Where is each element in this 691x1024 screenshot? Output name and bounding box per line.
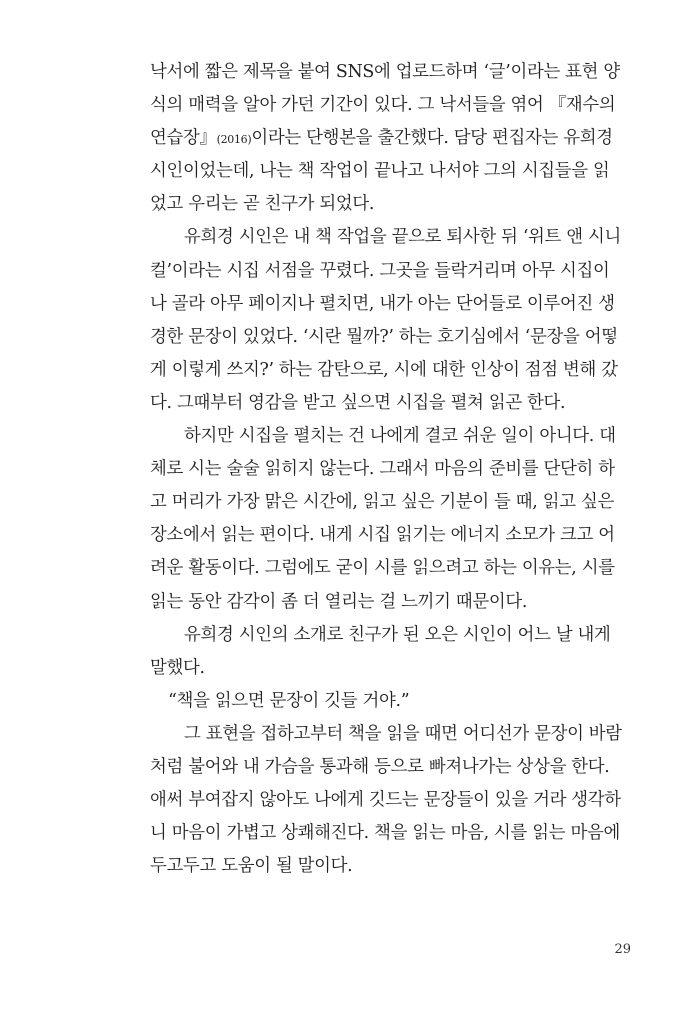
text-line: 경한 문장이 있었다. ‘시란 뭘까?’ 하는 호기심에서 ‘문장을 어떻	[150, 326, 618, 347]
text-line: 컬’이라는 시집 서점을 꾸렸다. 그곳을 들락거리며 아무 시집이	[150, 260, 610, 281]
page-number: 29	[614, 942, 631, 957]
text-line: 처럼 불어와 내 가슴을 통과해 등으로 빠져나가는 상상을 한다.	[150, 756, 610, 777]
text-line: 유희경 시인의 소개로 친구가 된 오은 시인이 어느 날 내게	[184, 624, 611, 645]
text-line: 나 골라 아무 페이지나 펼치면, 내가 아는 단어들로 이루어진 생	[150, 293, 615, 314]
text-line: 다. 그때부터 영감을 받고 싶으면 시집을 펼쳐 읽곤 한다.	[150, 392, 566, 413]
text-line: 그 표현을 접하고부터 책을 읽을 때면 어디선가 문장이 바람	[184, 723, 622, 744]
text-line: 려운 활동이다. 그럼에도 굳이 시를 읽으려고 하는 이유는, 시를	[150, 558, 615, 579]
text-line: 말했다.	[150, 657, 205, 678]
text-line: 게 이렇게 쓰지?’ 하는 감탄으로, 시에 대한 인상이 점점 변해 갔	[150, 359, 618, 380]
text-line: 하지만 시집을 펼치는 건 나에게 결코 쉬운 일이 아니다. 대	[184, 426, 616, 447]
book-title: 연습장』	[150, 128, 217, 149]
text-line	[150, 122, 640, 155]
text-line: 고 머리가 가장 맑은 시간에, 읽고 싶은 기분이 들 때, 읽고 싶은	[150, 492, 614, 513]
text-line: 낙서에 짧은 제목을 붙여 SNS에 업로드하며 ‘글’이라는 표현 양	[150, 62, 620, 82]
text-line: 시인이었는데, 나는 책 작업이 끝나고 나서야 그의 시집들을 읽	[150, 161, 610, 182]
body-text	[150, 56, 640, 883]
publication-year: (2016)	[216, 133, 252, 147]
text-line: 유희경 시인은 내 책 작업을 끝으로 퇴사한 뒤 ‘위트 앤 시니	[184, 227, 621, 248]
text-line: 읽는 동안 감각이 좀 더 열리는 걸 느끼기 때문이다.	[150, 591, 528, 612]
text-line: 애써 부여잡지 않아도 나에게 깃드는 문장들이 있을 거라 생각하	[150, 790, 621, 811]
text-line: 식의 매력을 알아 가던 기간이 있다. 그 낙서들을 엮어 『재수의	[150, 95, 616, 116]
text-line: 체로 시는 술술 읽히지 않는다. 그래서 마음의 준비를 단단히 하	[150, 459, 615, 480]
text-line: 장소에서 읽는 편이다. 내게 시집 읽기는 에너지 소모가 크고 어	[150, 525, 615, 546]
text-line: 니 마음이 가볍고 상쾌해진다. 책을 읽는 마음, 시를 읽는 마음에	[150, 823, 620, 844]
text-line: 었고 우리는 곧 친구가 되었다.	[150, 194, 375, 215]
text-segment: 이라는 단행본을 출간했다. 담당 편집자는 유희경	[251, 128, 613, 149]
quote-line: “책을 읽으면 문장이 깃들 거야.”	[168, 690, 410, 711]
text-line: 두고두고 도움이 될 말이다.	[150, 856, 353, 877]
